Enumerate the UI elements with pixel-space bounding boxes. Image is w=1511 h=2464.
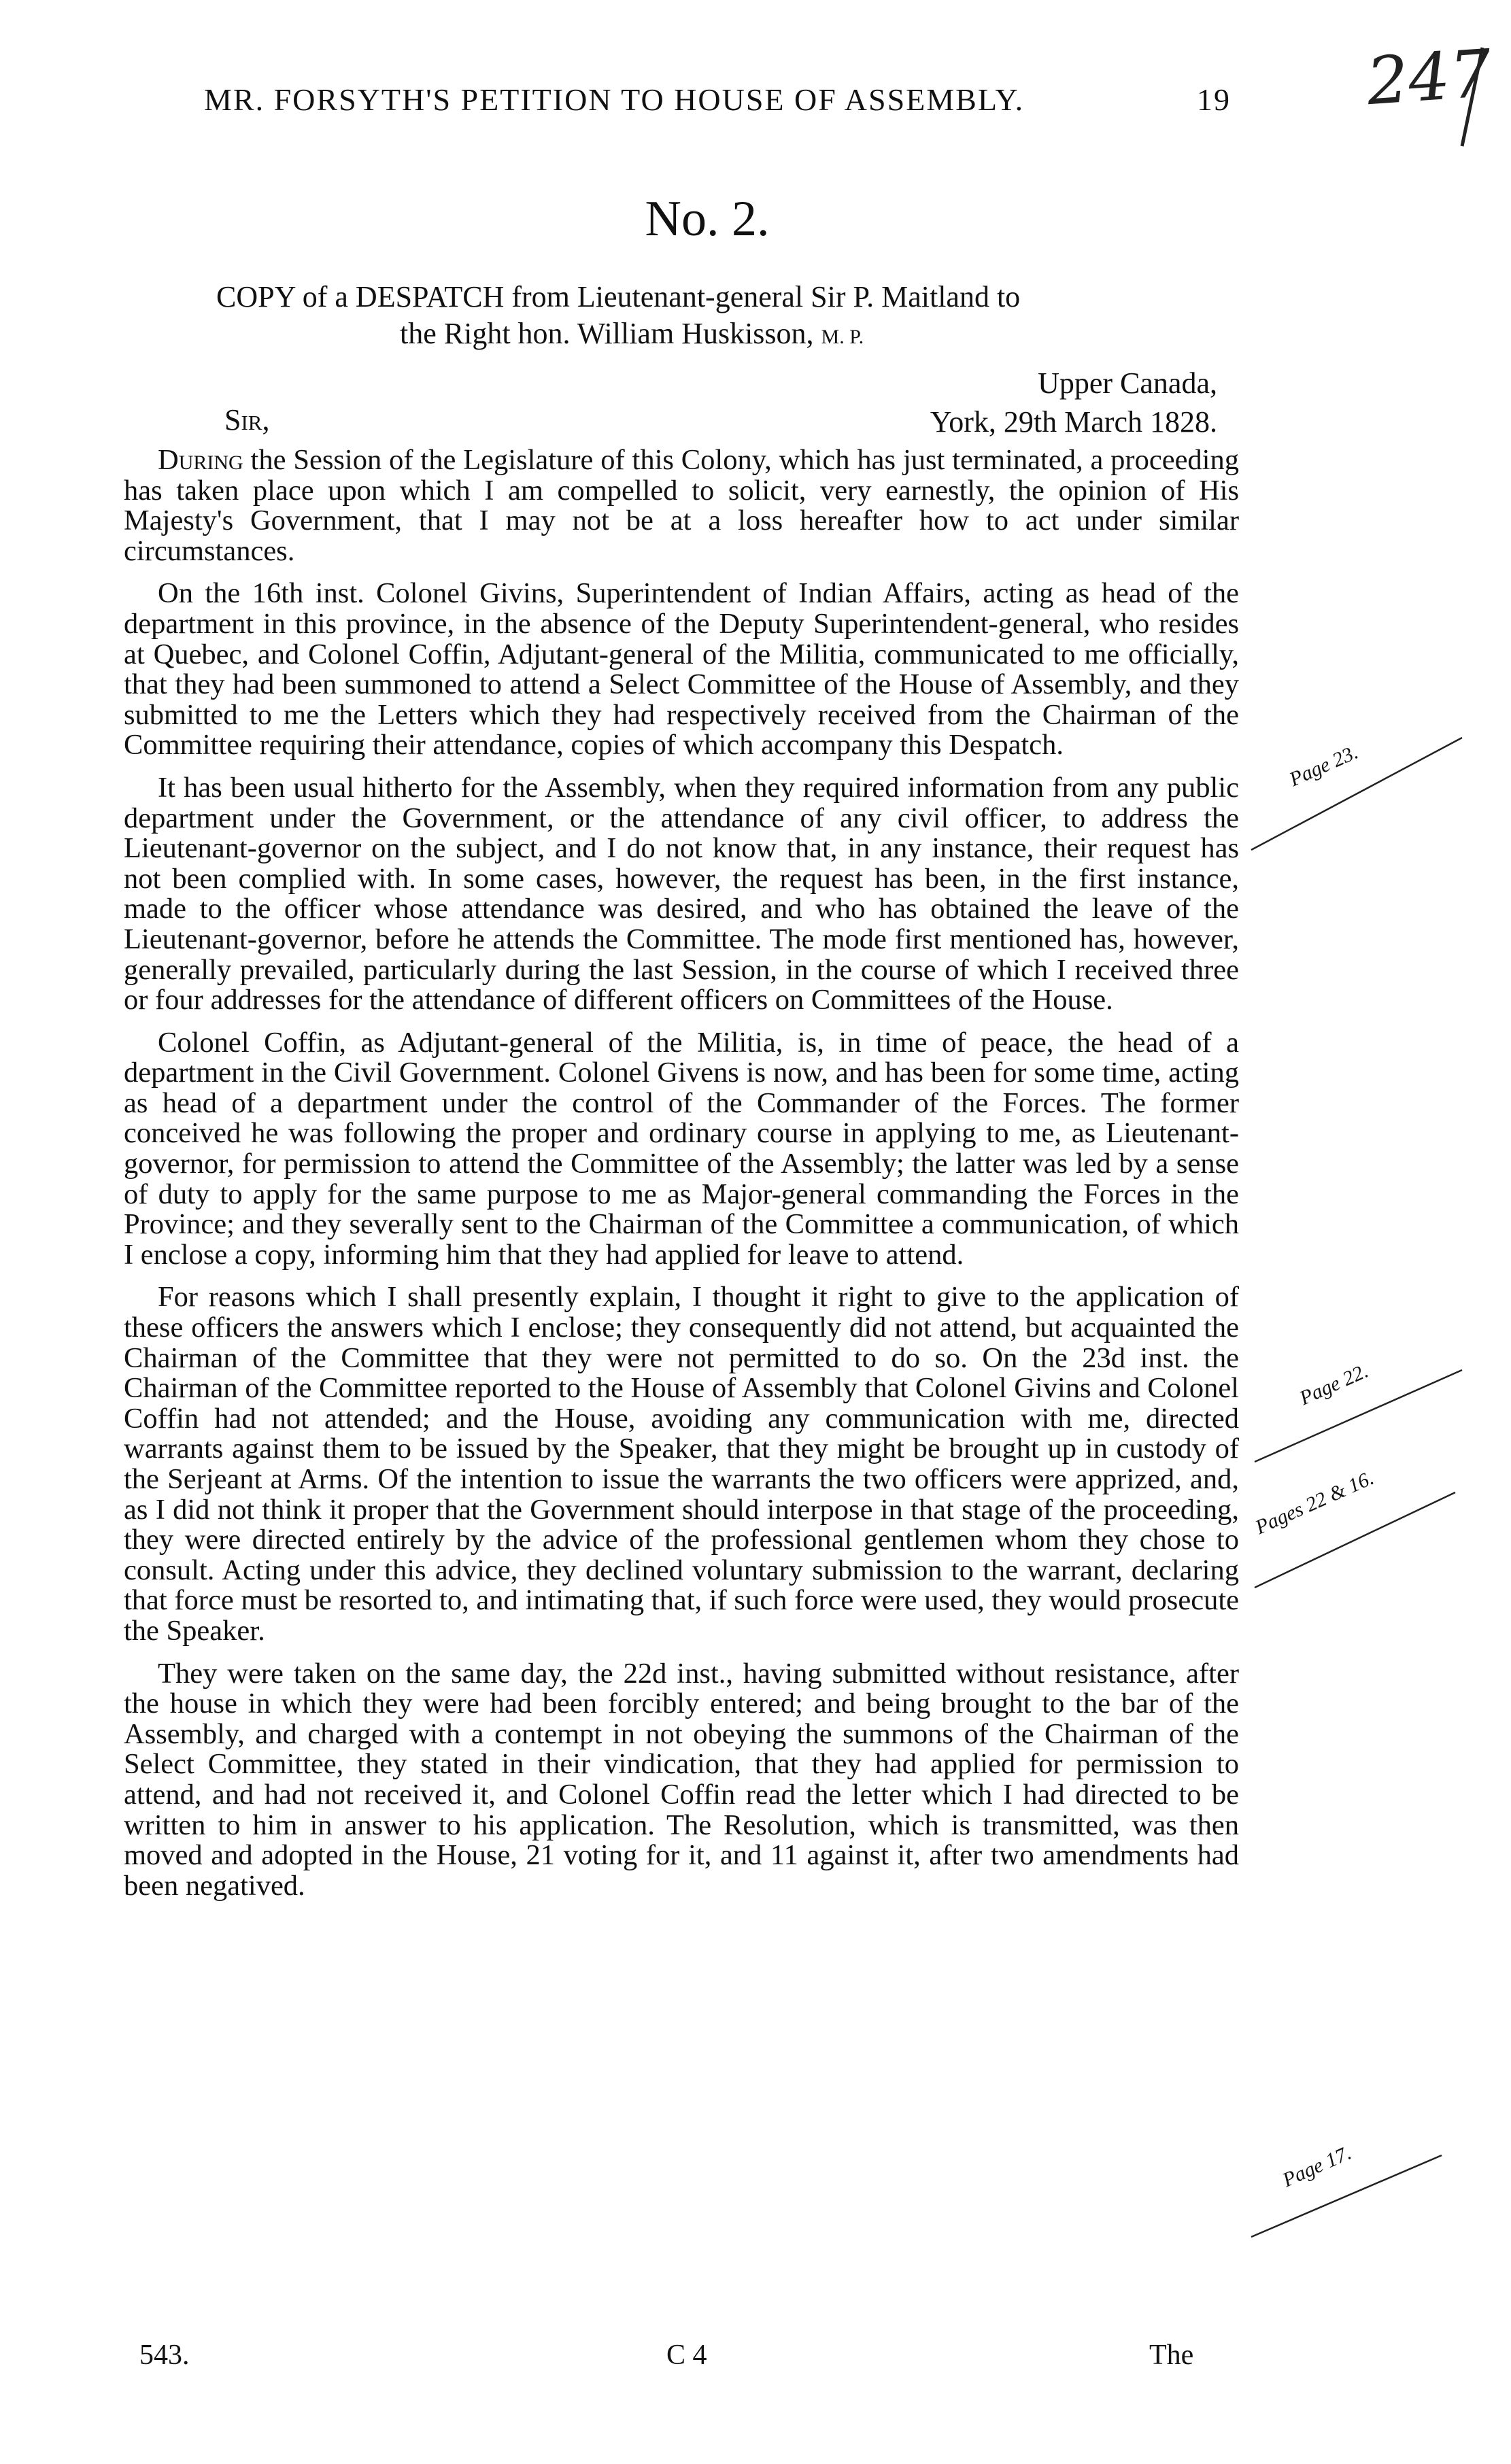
margin-note-page-22: Page 22.: [1296, 1359, 1372, 1410]
footer-sheet-number: 543.: [139, 2340, 190, 2371]
paragraph-text: the Session of the Legislature of this Colony, which has just terminated, a proceeding has taken place upon which I am compelled to solicit, very earnestly, the opinion of His Majesty's Government, that I may not be at a loss hereafter how to act under similar circumstances.: [124, 444, 1239, 567]
paragraph-text: For reasons which I shall presently explain, I thought it right to give to the application of these officers the answers which I enclose; they consequently did not attend, but acquainted the Chairman of the Committee that they were not permitted to do so. On the 23d inst. the Chairman of the Committee reported to the House of Assembly that Colonel Givins and Colonel Coffin had not attended; and the House, avoiding any communication with me, directed warrants against them to be issued by the Speaker, that they might be brought up in custody of the Serjeant at Arms. Of the intention to issue the warrants the two officers were apprized, and, as I did not think it proper that the Government should interpose in that stage of the proceeding, they were directed entirely by the advice of the professional gentlemen whom they chose to consult. Acting under this advice, they declined voluntary submission to the warrant, declaring that force must be resorted to, and intimating that, if such force were used, they would prosecute the Speaker.: [124, 1281, 1239, 1647]
paragraph-text: On the 16th inst. Colonel Givins, Superintendent of Indian Affairs, acting as head of the department in this province, in the absence of the Deputy Superintendent-general, who resides at Quebec, and Colonel Coffin, Adjutant-general of the Militia, communicated to me officially, that they had been summoned to attend a Select Committee of the House of Assembly, and they submitted to me the Letters which they had respectively received from the Chairman of the Committee requiring their attendance, copies of which accompany this Despatch.: [124, 577, 1239, 762]
document-number: No. 2.: [645, 191, 770, 247]
place: Upper Canada,: [1038, 366, 1217, 400]
salutation: Sir,: [224, 403, 270, 437]
footer-catchword: The: [1149, 2340, 1194, 2371]
margin-note-page-23: Page 23.: [1286, 740, 1362, 791]
date: York, 29th March 1828.: [930, 405, 1217, 439]
page-number: 19: [1197, 82, 1231, 117]
margin-note-page-17: Page 17.: [1279, 2141, 1355, 2192]
folio-number-text: 247: [1364, 35, 1494, 120]
paragraph-text: Colonel Coffin, as Adjutant-general of the Militia, is, in time of peace, the head of a department in the Civil Government. Colonel Givens is now, and has been for some time, acting as head of a department under the control of the Commander of the Forces. The former conceived he was following the proper and ordinary course in applying to me, as Lieutenant-governor, for permission to attend the Committee of the Assembly; the latter was led by a sense of duty to apply for the same purpose to me as Major-general commanding the Forces in the Province; and they severally sent to the Chairman of the Committee a communication, of which I enclose a copy, informing him that they had applied for leave to attend.: [124, 1026, 1239, 1271]
heading-line-2: the Right hon. William Huskisson,: [400, 317, 814, 350]
paragraph-text: It has been usual hitherto for the Assembly, when they required information from any public department under the Government, or the attendance of any civil officer, to address the Lieutenant-governor on the subject, and I do not know that, in any instance, their request has not been complied with. In some cases, however, the request has been, in the first instance, made to the officer whose attendance was desired, and who has obtained the leave of the Lieutenant-governor, before he attends the Committee. The mode first mentioned has, however, generally prevailed, particularly during the last Session, in the course of which I received three or four addresses for the attendance of different officers on Committees of the House.: [124, 771, 1239, 1016]
running-head-title: MR. FORSYTH'S PETITION TO HOUSE OF ASSEMBLY.: [204, 82, 1025, 117]
paragraph-lead: During: [158, 444, 243, 476]
margin-note-pages-22-16: Pages 22 & 16.: [1252, 1467, 1378, 1539]
heading-line-2-suffix: M. P.: [821, 326, 864, 348]
page-footer: [0, 2339, 1511, 2380]
heading-line-1: COPY of a DESPATCH from Lieutenant-general Sir P. Maitland to: [216, 280, 1021, 313]
footer-signature-mark: C 4: [666, 2340, 707, 2371]
paragraph-text: They were taken on the same day, the 22d inst., having submitted without resistance, after the house in which they were had been forcibly entered; and being brought to the bar of the Assembly, and charged with a contempt in not obeying the summons of the Chairman of the Select Committee, they stated in their vindication, that they had applied for permission to attend, and had not received it, and Colonel Coffin read the letter which I had directed to be written to him in answer to his application. The Resolution, which is transmitted, was then moved and adopted in the House, 21 voting for it, and 11 against it, after two amendments had been negatived.: [124, 1657, 1239, 1902]
